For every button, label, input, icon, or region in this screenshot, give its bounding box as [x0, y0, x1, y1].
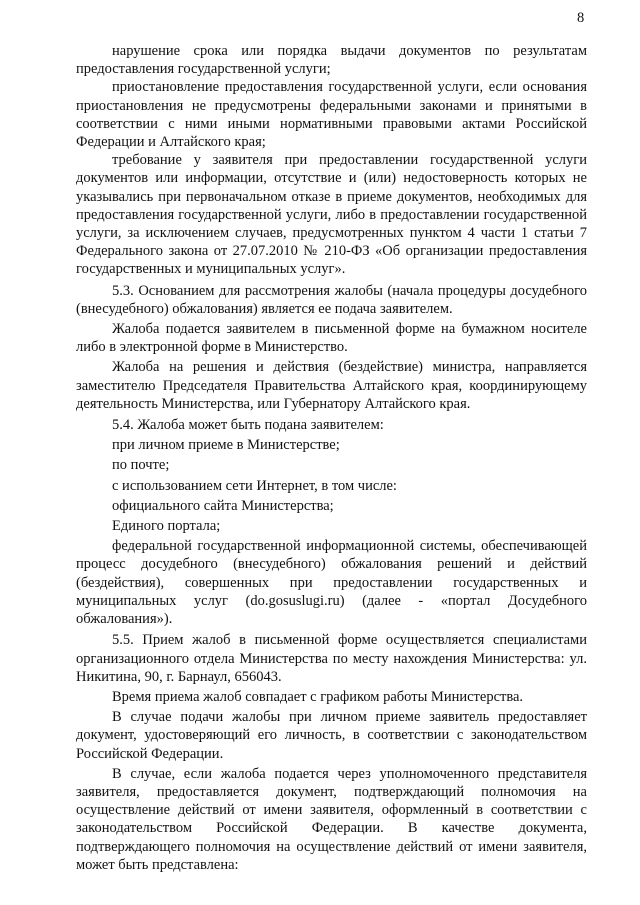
- list-item-federal-system: федеральной государственной информационной системы, обеспечивающей процесс досудебного (внесудебного) обжалования решений и действий (бездействия), совершенных при предоставлении государственных и муниципальных услуг (do.gosuslugi.ru) (далее - «портал Досудебного обжалования»).: [76, 538, 587, 628]
- paragraph-representative: В случае, если жалоба подается через уполномоченного представителя заявителя, предоставляется документ, подтверждающий полномочия на осуществление действий от имени заявителя, оформленный в соответствии с законодательством Российской Федерации. В качестве документа, подтверждающего полномочия на осуществление действий от имени заявителя, может быть представлена:: [76, 765, 587, 873]
- document-body: [76, 42, 587, 874]
- list-item-mail: по почте;: [112, 457, 170, 474]
- paragraph-clause-5-5: 5.5. Прием жалоб в письменной форме осуществляется специалистами организационного отдела Министерства по месту нахождения Министерства: ул. Никитина, 90, г. Барнаул, 656043.: [76, 632, 587, 685]
- paragraph-clause-5-3: 5.3. Основанием для рассмотрения жалобы (начала процедуры досудебного (внесудебного) обжалования) является ее подача заявителем.: [76, 282, 587, 317]
- paragraph-complaint-minister: Жалоба на решения и действия (бездействие) министра, направляется заместителю Председателя Правительства Алтайского края, координирующему деятельность Министерства, или Губернатору Алтайского края.: [76, 359, 587, 412]
- paragraph-suspension: приостановление предоставления государственной услуги, если основания приостановления не предусмотрены федеральными законами и принятыми в соответствии с ними иными нормативными правовыми актами Российской Федерации и Алтайского края;: [76, 79, 587, 151]
- paragraph-violation-deadline: нарушение срока или порядка выдачи документов по результатам предоставления государственной услуги;: [76, 43, 587, 78]
- list-item-unified-portal: Единого портала;: [112, 518, 221, 535]
- paragraph-clause-5-4: 5.4. Жалоба может быть подана заявителем:: [112, 417, 384, 434]
- list-item-personal: при личном приеме в Министерстве;: [112, 437, 340, 454]
- paragraph-complaint-form: Жалоба подается заявителем в письменной форме на бумажном носителе либо в электронной форме в Министерство.: [76, 321, 587, 356]
- list-item-official-site: официального сайта Министерства;: [112, 497, 334, 514]
- page-number: 8: [577, 10, 585, 26]
- paragraph-reception-time: Время приема жалоб совпадает с графиком работы Министерства.: [112, 688, 524, 705]
- paragraph-document-requirement: требование у заявителя при предоставлении государственной услуги документов или информации, отсутствие и (или) недостоверность которых не указывались при первоначальном отказе в приеме документов, необходимых для предоставления государственной услуги, либо в предоставлении государственной услуги, за исключением случаев, предусмотренных пунктом 4 части 1 статьи 7 Федерального закона от 27.07.2010 № 210-ФЗ «Об организации предоставления государственных и муниципальных услуг».: [76, 152, 587, 278]
- list-item-internet: с использованием сети Интернет, в том числе:: [112, 477, 397, 494]
- paragraph-identity-document: В случае подачи жалобы при личном приеме заявитель предоставляет документ, удостоверяющий его личность, в соответствии с законодательством Российской Федерации.: [76, 709, 587, 762]
